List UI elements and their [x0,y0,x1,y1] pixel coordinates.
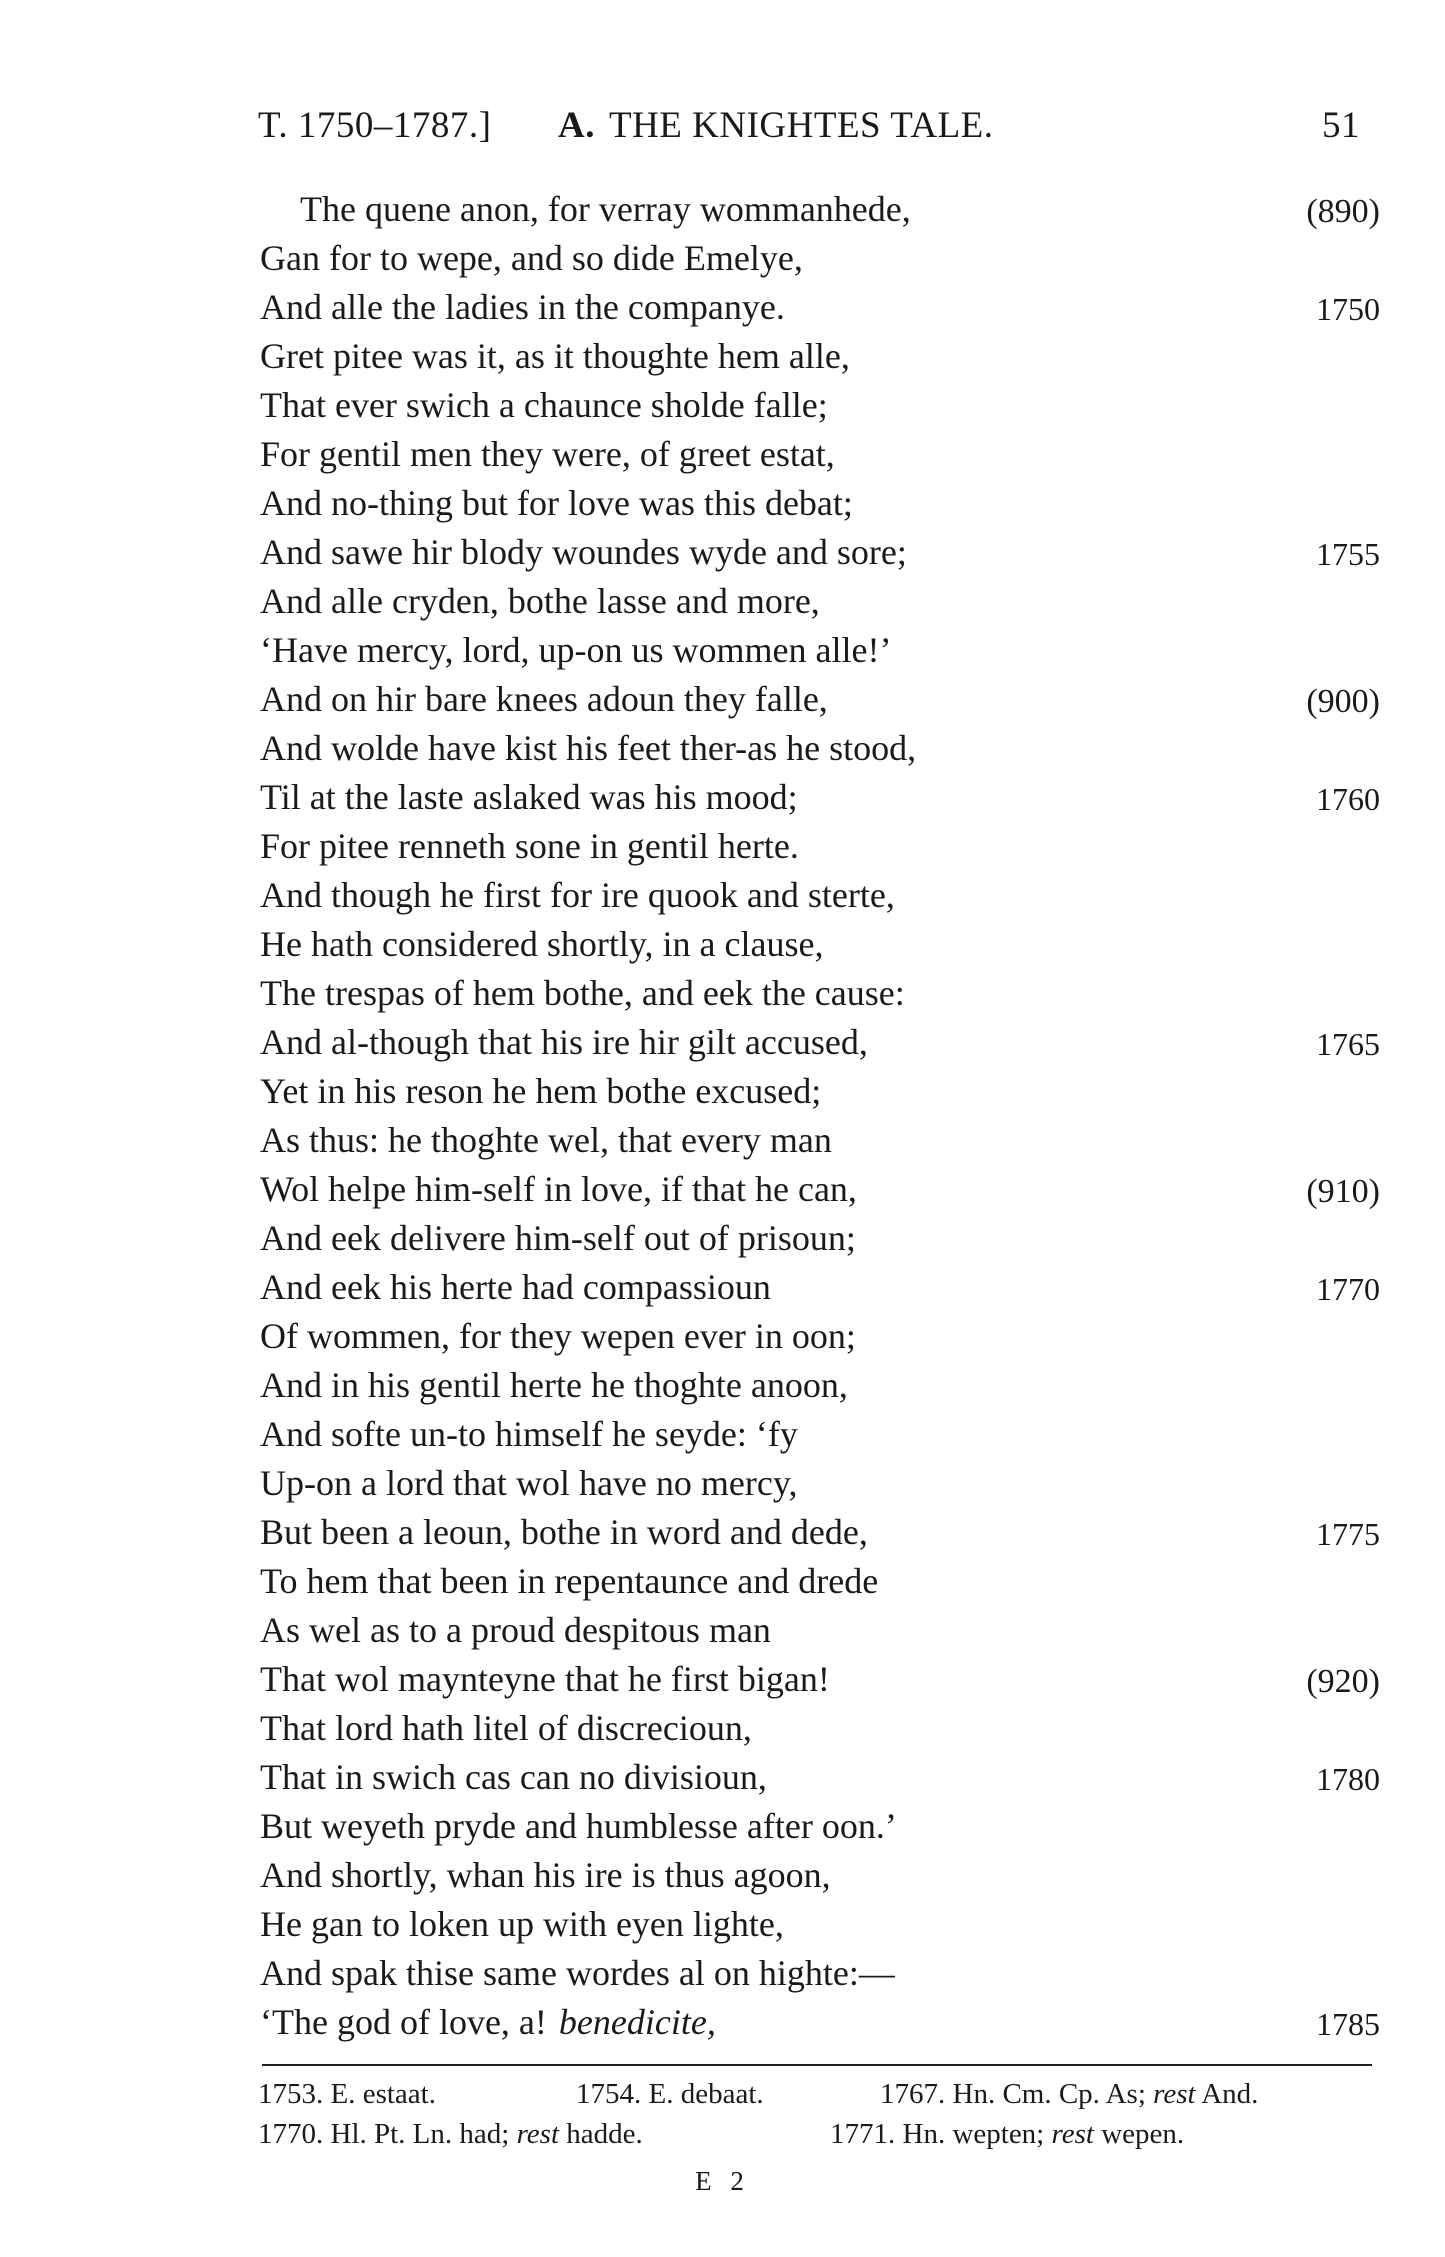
signature-mark: E 2 [695,2166,750,2196]
verse-text: That in swich cas can no divisioun, [260,1757,767,1797]
footnote-text: Hn. Cm. Cp. As; [952,2078,1146,2110]
footnote-1770 [258,2114,643,2154]
line-number: 1755 [1316,536,1380,572]
line-number: (900) [1306,683,1380,720]
verse-line [260,234,1380,283]
footnote-1753 [258,2074,436,2114]
footnote-word: hadde. [566,2118,643,2150]
footnotes [258,2074,1378,2154]
verse-line [260,332,1380,381]
verse-text-wrap [260,1998,716,2047]
verse-line [260,479,1380,528]
verse-line [260,822,1380,871]
line-number: 1750 [1316,291,1380,327]
verse-line [260,724,1380,773]
line-number: 1780 [1316,1761,1380,1797]
verse-line [260,920,1380,969]
footnote-1767 [880,2074,1258,2114]
running-head [258,104,1360,152]
verse-text: But been a leoun, bothe in word and dede, [260,1512,868,1552]
verse-line [260,1704,1380,1753]
verse-text: And alle the ladies in the companye. [260,287,785,327]
verse-line [260,1214,1380,1263]
verse-block [260,185,1380,2047]
verse-text: And alle cryden, bothe lasse and more, [260,581,820,621]
verse-text: And no-thing but for love was this debat; [260,483,853,523]
footnote-ref: 1771. [830,2118,896,2150]
verse-text: The trespas of hem bothe, and eek the cause: [260,973,905,1013]
footnote-1771 [830,2114,1184,2154]
verse-line [260,1949,1380,1998]
line-number: (920) [1306,1663,1380,1700]
verse-line [260,1263,1380,1312]
footnote-rest: rest [1051,2118,1094,2150]
verse-text: But weyeth pryde and humblesse after oon.’ [260,1806,897,1846]
verse-text: As thus: he thoghte wel, that every man [260,1120,832,1160]
verse-text: For gentil men they were, of greet estat, [260,434,835,474]
verse-text: And shortly, whan his ire is thus agoon, [260,1855,831,1895]
verse-text: That lord hath litel of discrecioun, [260,1708,752,1748]
footnote-1754 [576,2074,764,2114]
verse-text: And spak thise same wordes al on highte:— [260,1953,895,1993]
footnote-word: And. [1201,2078,1259,2110]
verse-line [260,1116,1380,1165]
verse-text: And wolde have kist his feet ther-as he stood, [260,728,917,768]
verse-text: And softe un-to himself he seyde: ‘fy [260,1414,798,1454]
footnote-text: E. estaat. [330,2078,436,2110]
footnote-rest: rest [516,2118,560,2150]
footnote-rest: rest [1153,2078,1196,2110]
verse-line [260,1900,1380,1949]
footnote-rule [262,2064,1372,2066]
verse-text: And eek his herte had compassioun [260,1267,771,1307]
verse-text: For pitee renneth sone in gentil herte. [260,826,799,866]
verse-text: As wel as to a proud despitous man [260,1610,771,1650]
verse-line [260,1508,1380,1557]
verse-text: And on hir bare knees adoun they falle, [260,679,828,719]
verse-line [260,1312,1380,1361]
footnote-text: E. debaat. [648,2078,764,2110]
verse-line [260,1361,1380,1410]
verse-line [260,430,1380,479]
tale-title: THE KNIGHTES TALE. [608,105,994,146]
line-number: 1775 [1316,1516,1380,1552]
verse-text: Up-on a lord that wol have no mercy, [260,1463,798,1503]
verse-text: Yet in his reson he hem bothe excused; [260,1071,822,1111]
verse-line [260,1802,1380,1851]
verse-line [260,1851,1380,1900]
verse-line [260,1410,1380,1459]
verse-text: ‘The god of love, a! [260,2002,547,2042]
line-range: T. 1750–1787.] [258,105,492,146]
line-number: 1770 [1316,1271,1380,1307]
verse-line [260,871,1380,920]
footnote-row [258,2114,1378,2154]
verse-text: And though he first for ire quook and sterte, [260,875,895,915]
verse-text: That ever swich a chaunce sholde falle; [260,385,828,425]
page-number: 51 [1322,105,1360,146]
footnote-ref: 1753. [258,2078,324,2110]
verse-line [260,773,1380,822]
footnote-row [258,2074,1378,2114]
verse-line [260,1655,1380,1704]
verse-text: He hath considered shortly, in a clause, [260,924,824,964]
verse-text: Wol helpe him-self in love, if that he can, [260,1169,857,1209]
running-title [558,104,994,147]
verse-text: That wol maynteyne that he first bigan! [260,1659,830,1699]
verse-text: Of wommen, for they wepen ever in oon; [260,1316,856,1356]
verse-line [260,381,1380,430]
verse-line [260,1459,1380,1508]
fragment-label: A. [558,105,595,146]
verse-text: Gan for to wepe, and so dide Emelye, [260,238,803,278]
verse-line [260,1018,1380,1067]
verse-line [260,626,1380,675]
verse-line [260,1998,1380,2047]
verse-text: And in his gentil herte he thoghte anoon, [260,1365,848,1405]
footnote-ref: 1767. [880,2078,946,2110]
footnote-text: Hl. Pt. Ln. had; [330,2118,510,2150]
verse-line [260,283,1380,332]
verse-text: Til at the laste aslaked was his mood; [260,777,798,817]
verse-line [260,1165,1380,1214]
verse-line [260,185,1380,234]
verse-italic: benedicite, [558,2002,716,2042]
verse-line [260,1606,1380,1655]
line-number: 1765 [1316,1026,1380,1062]
verse-text: And eek delivere him-self out of prisoun; [260,1218,856,1258]
line-number: (890) [1306,193,1380,230]
verse-line [260,1557,1380,1606]
verse-line [260,1067,1380,1116]
verse-text: Gret pitee was it, as it thoughte hem alle, [260,336,850,376]
verse-line [260,969,1380,1018]
verse-line [260,528,1380,577]
line-number: (910) [1306,1173,1380,1210]
line-number: 1785 [1316,2006,1380,2042]
line-number: 1760 [1316,781,1380,817]
verse-text: To hem that been in repentaunce and drede [260,1561,879,1601]
footnote-text: Hn. wepten; [902,2118,1045,2150]
footnote-ref: 1770. [258,2118,324,2150]
verse-line [260,675,1380,724]
verse-text: And sawe hir blody woundes wyde and sore; [260,532,907,572]
verse-text: He gan to loken up with eyen lighte, [260,1904,784,1944]
verse-line [260,577,1380,626]
footnote-word: wepen. [1101,2118,1185,2150]
footnote-ref: 1754. [576,2078,642,2110]
verse-text: The quene anon, for verray wommanhede, [300,189,911,229]
verse-line [260,1753,1380,1802]
verse-text: And al-though that his ire hir gilt accused, [260,1022,868,1062]
verse-text: ‘Have mercy, lord, up-on us wommen alle!’ [260,630,892,670]
